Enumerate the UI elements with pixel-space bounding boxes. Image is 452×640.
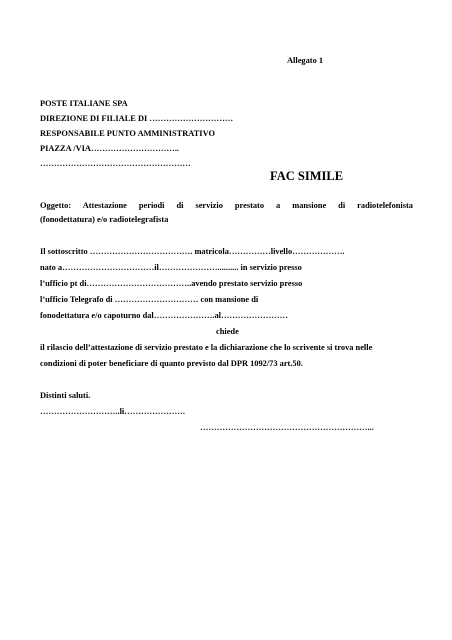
body-line-1: Il sottoscritto ………………………………. matricola……………livello……………….	[40, 247, 345, 256]
body-request-word: chiede	[216, 327, 239, 336]
attachment-label: Allegato 1	[287, 56, 324, 65]
subject-line-1: Oggetto: Attestazione periodi di servizio prestato a mansione di radiotelefonista	[40, 201, 413, 210]
document-title: FAC SIMILE	[270, 169, 344, 183]
body-line-8: condizioni di poter beneficiare di quanto previsto dal DPR 1092/73 art.50.	[40, 359, 303, 368]
closing-signature-line: ……………………………………………………...	[200, 423, 374, 432]
header-dotted-line: ………………………………………………	[40, 159, 191, 168]
closing-place-date: ………………………..li………………….	[40, 407, 185, 416]
header-company: POSTE ITALIANE SPA	[40, 99, 128, 108]
closing-greeting: Distinti saluti.	[40, 391, 91, 400]
body-line-4: l’ufficio Telegrafo di ………………………… con mansione di	[40, 295, 259, 304]
body-line-3: l’ufficio pt di………………………………..avendo prestato servizio presso	[40, 279, 303, 288]
body-line-5: fonodettatura e/o capoturno dal………………….al……………………	[40, 311, 288, 320]
header-address: PIAZZA /VIA…………………………..	[40, 144, 179, 153]
body-line-2: nato a……………………………il………………….......... in servizio presso	[40, 263, 302, 272]
subject-line-2: (fonodettatura) e/o radiotelegrafista	[40, 215, 169, 224]
header-manager: RESPONSABILE PUNTO AMMINISTRATIVO	[40, 129, 215, 138]
body-line-7: il rilascio dell’attestazione di servizio prestato e la dichiarazione che lo scrivente si trova nelle	[40, 343, 373, 352]
header-branch: DIREZIONE DI FILIALE DI …………………………	[40, 114, 234, 123]
